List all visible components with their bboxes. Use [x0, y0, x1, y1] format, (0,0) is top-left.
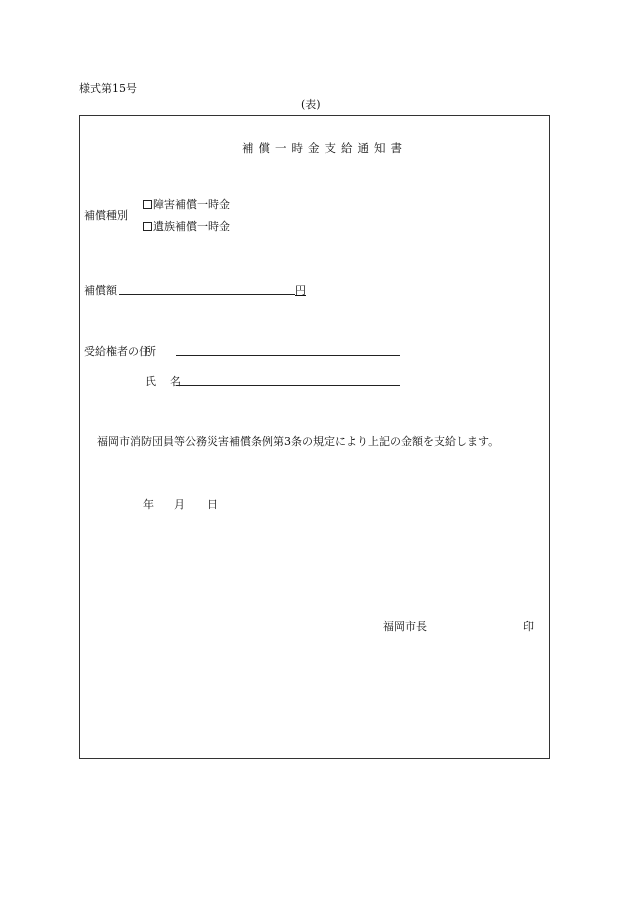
form-number: 様式第15号	[79, 82, 137, 95]
compensation-type-label: 補償種別	[84, 209, 128, 222]
seal-mark: 印	[523, 620, 534, 633]
option-disability-compensation[interactable]	[143, 196, 230, 212]
side-label: (表)	[301, 98, 321, 111]
date-month-label: 月	[174, 498, 185, 511]
notice-text: 福岡市消防団員等公務災害補償条例第3条の規定により上記の金額を支給します。	[97, 435, 500, 448]
date-year-label: 年	[143, 498, 154, 511]
name-field[interactable]	[176, 385, 400, 386]
date-day-label: 日	[207, 498, 218, 511]
option-survivor-compensation[interactable]	[143, 218, 230, 234]
document-title: 補償一時金支給通知書	[242, 141, 407, 155]
option-label: 障害補償一時金	[153, 198, 230, 211]
amount-field[interactable]	[119, 294, 295, 295]
amount-label: 補償額	[84, 284, 117, 297]
address-field[interactable]	[176, 355, 400, 356]
option-label: 遺族補償一時金	[153, 220, 230, 233]
amount-unit: 円	[295, 284, 306, 297]
checkbox-icon[interactable]	[143, 200, 152, 209]
recipient-label: 受給権者の住	[84, 345, 150, 358]
address-label: 所	[145, 345, 170, 358]
name-label: 氏名	[145, 375, 195, 388]
checkbox-icon[interactable]	[143, 222, 152, 231]
date-row	[143, 496, 218, 512]
issuer-name: 福岡市長	[383, 620, 427, 633]
